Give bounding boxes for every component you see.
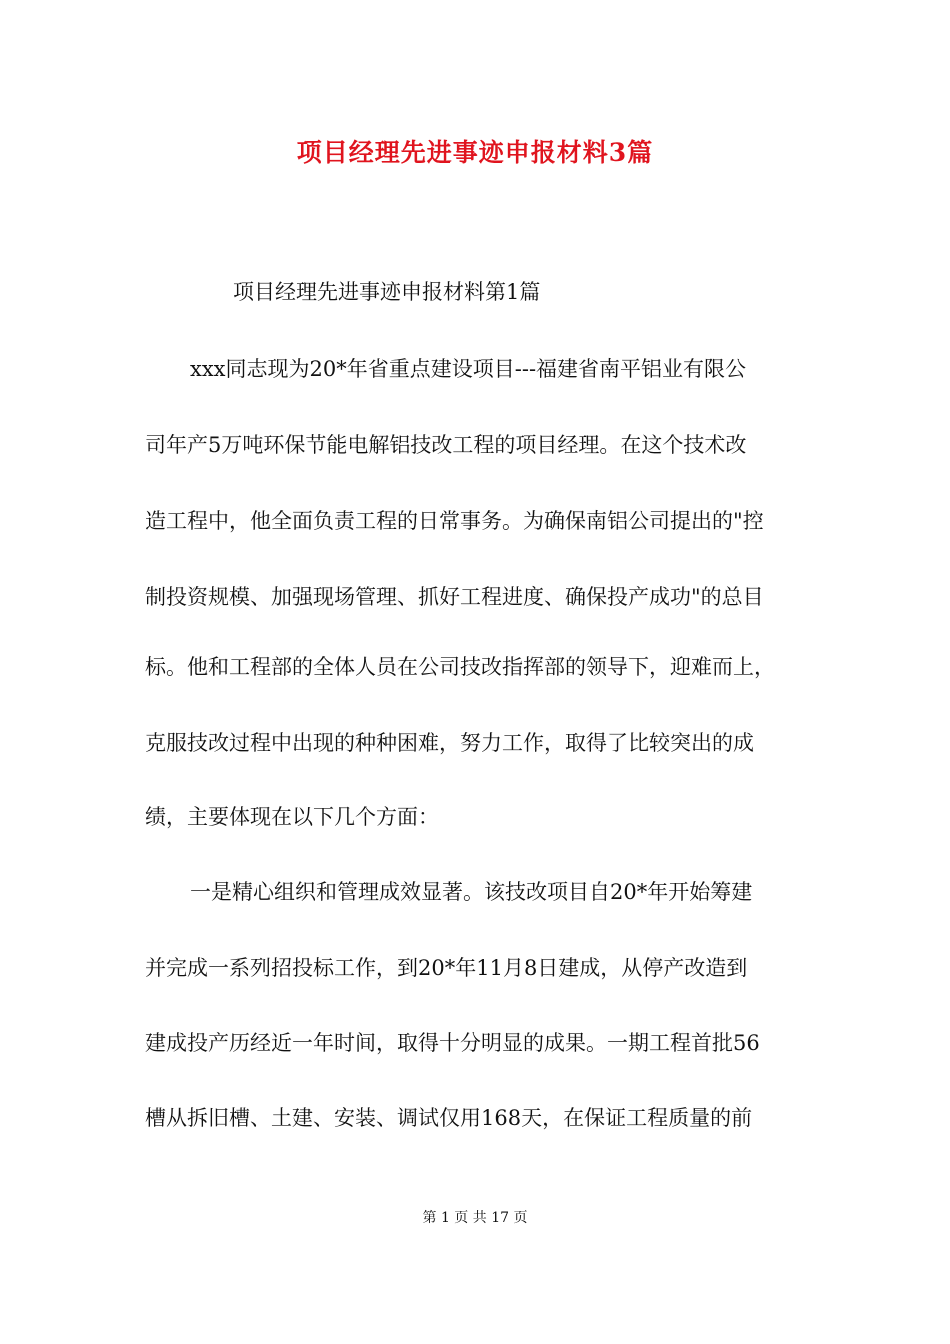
paragraph-line: xxx同志现为20*年省重点建设项目---福建省南平铝业有限公	[190, 357, 747, 381]
paragraph-line: 标。他和工程部的全体人员在公司技改指挥部的领导下，迎难而上，	[145, 655, 775, 679]
paragraph-line: 建成投产历经近一年时间，取得十分明显的成果。一期工程首批56	[145, 1031, 760, 1055]
paragraph-line: 制投资规模、加强现场管理、抓好工程进度、确保投产成功"的总目	[145, 585, 764, 609]
page-footer: 第 1 页 共 17 页	[422, 1210, 528, 1226]
paragraph-line: 绩，主要体现在以下几个方面：	[145, 805, 439, 829]
paragraph-line: 并完成一系列招投标工作，到20*年11月8日建成，从停产改造到	[145, 956, 748, 980]
paragraph-line: 槽从拆旧槽、土建、安装、调试仅用168天，在保证工程质量的前	[145, 1106, 753, 1130]
paragraph-line: 造工程中，他全面负责工程的日常事务。为确保南铝公司提出的"控	[145, 509, 764, 533]
paragraph-line: 司年产5万吨环保节能电解铝技改工程的项目经理。在这个技术改	[145, 433, 747, 457]
section-heading: 项目经理先进事迹申报材料第1篇	[233, 280, 541, 304]
paragraph-line: 克服技改过程中出现的种种困难，努力工作，取得了比较突出的成	[145, 731, 754, 755]
document-title: 项目经理先进事迹申报材料3篇	[296, 138, 654, 167]
paragraph-line: 一是精心组织和管理成效显著。该技改项目自20*年开始筹建	[190, 880, 753, 904]
